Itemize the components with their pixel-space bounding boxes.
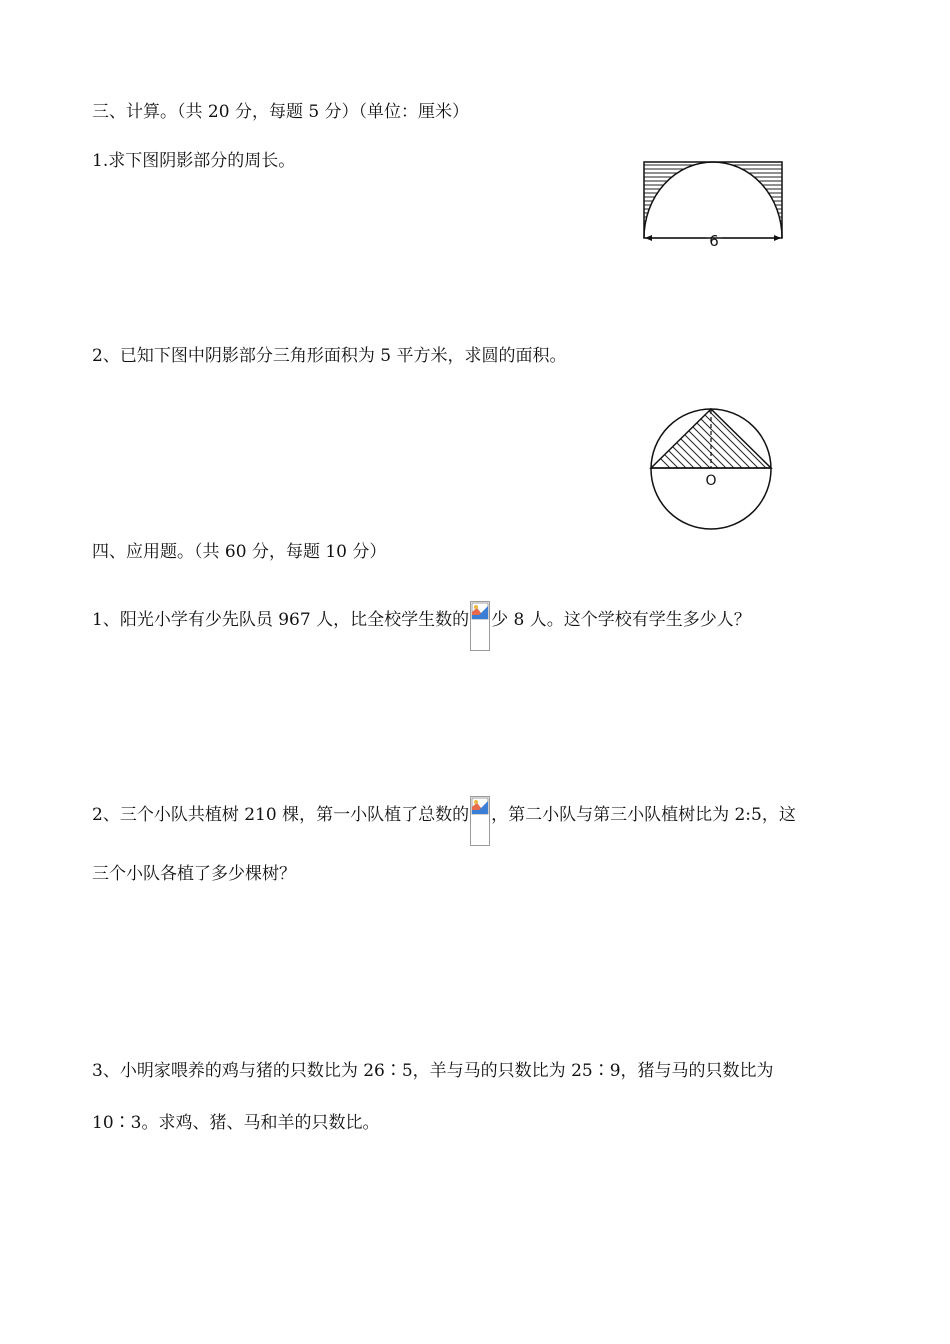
question-4-3-line-1: 3、小明家喂养的鸡与猪的只数比为 26∶5，羊与马的只数比为 25∶9，猪与马的只数比为 xyxy=(92,1061,774,1081)
section-3-heading: 三、计算。（共 20 分，每题 5 分）（单位：厘米） xyxy=(92,102,470,122)
figure-1-label: 6 xyxy=(709,232,719,250)
question-4-2 xyxy=(92,796,796,846)
question-4-1-part1: 1、阳光小学有少先队员 967 人，比全校学生数的 xyxy=(92,610,470,630)
question-4-2-part1: 2、三个小队共植树 210 棵，第一小队植了总数的 xyxy=(92,805,470,825)
section-4-heading: 四、应用题。（共 60 分，每题 10 分） xyxy=(92,542,387,562)
question-3-2: 2、已知下图中阴影部分三角形面积为 5 平方米，求圆的面积。 xyxy=(92,346,567,366)
question-4-1 xyxy=(92,601,751,651)
circle-triangle-figure xyxy=(648,406,774,537)
semicircle-figure xyxy=(638,158,788,259)
question-4-2-line-2: 三个小队各植了多少棵树？ xyxy=(92,864,296,884)
broken-image-icon xyxy=(470,601,490,651)
figure-2-center-label: O xyxy=(705,473,717,489)
question-4-1-part2: 少 8 人。这个学校有学生多少人？ xyxy=(491,610,751,630)
question-4-2-part2: ，第二小队与第三小队植树比为 2:5，这 xyxy=(491,805,796,825)
broken-image-icon xyxy=(470,796,490,846)
question-3-1: 1.求下图阴影部分的周长。 xyxy=(92,151,296,171)
question-4-3-line-2: 10∶3。求鸡、猪、马和羊的只数比。 xyxy=(92,1113,380,1133)
